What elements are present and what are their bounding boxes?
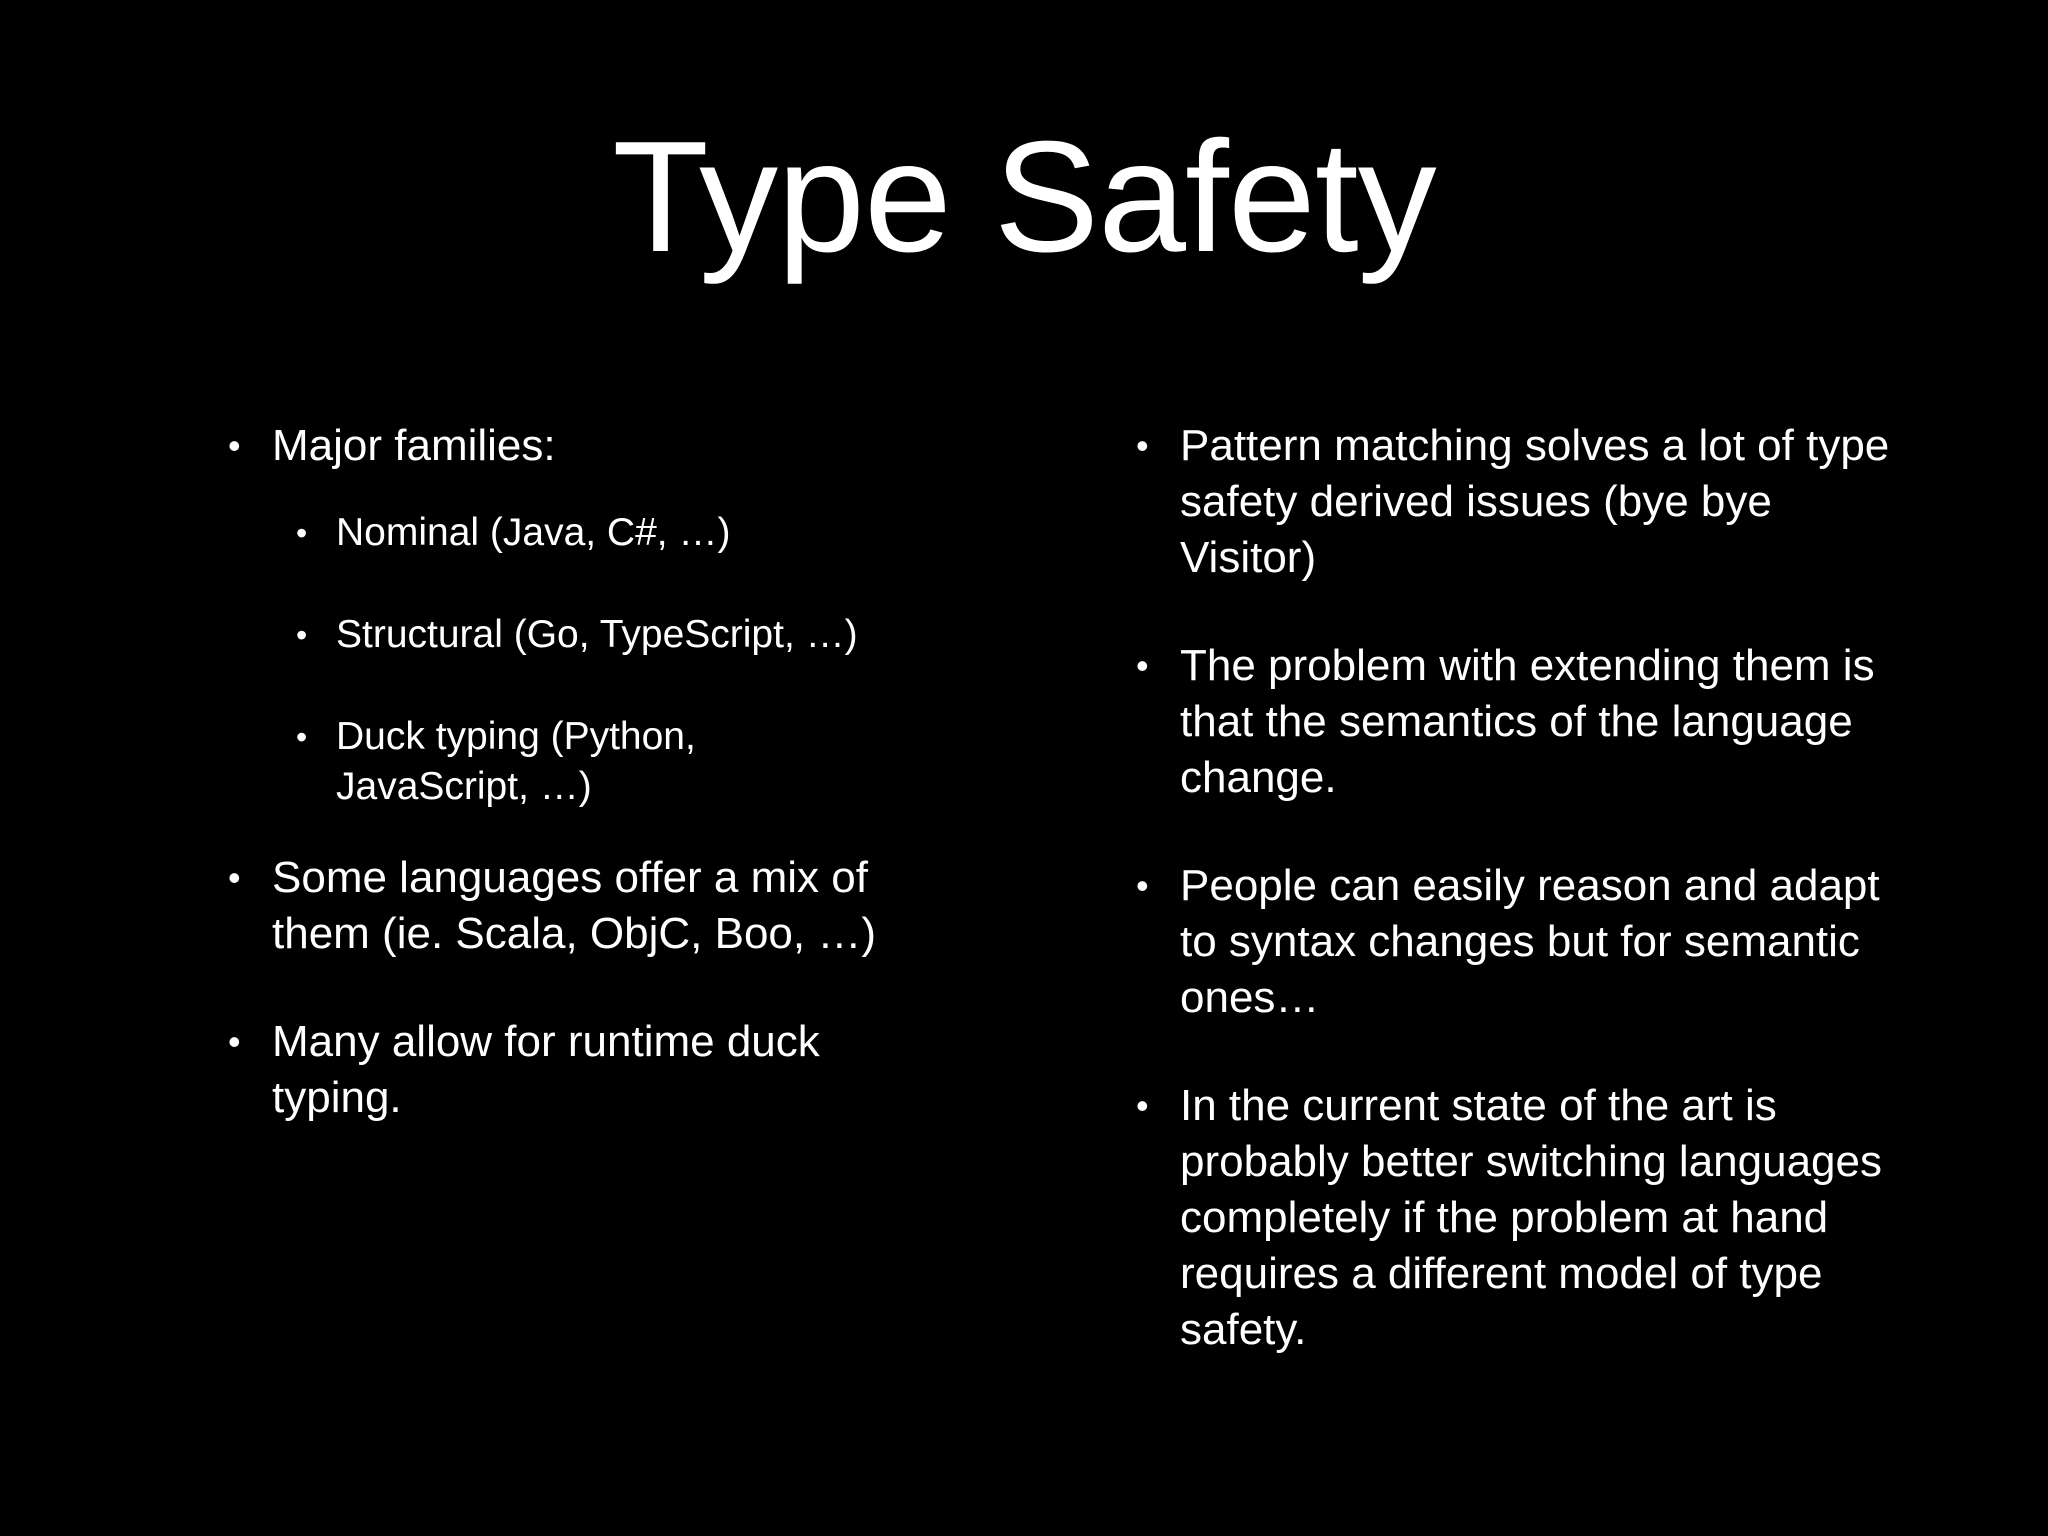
bullet-dot-icon: • [228,1021,241,1062]
bullet-text: Many allow for runtime duck typing. [272,1017,820,1122]
sub-bullet-text: Duck typing (Python, JavaScript, …) [336,715,696,808]
sub-bullet-list [228,508,988,812]
sub-bullet-text: Structural (Go, TypeScript, …) [336,613,858,656]
bullet-dot-icon: • [1136,645,1149,686]
bullet-text: The problem with extending them is that the semantics of the language change. [1180,641,1875,802]
bullet-text: In the current state of the art is probably better switching languages completely if the problem at hand requires a different model of type safety. [1180,1081,1883,1354]
bullet-dot-icon: • [228,857,241,898]
sub-bullet-dot-icon: • [296,515,308,551]
bullet-dot-icon: • [1136,865,1149,906]
bullet-item [1136,1078,1900,1358]
left-bullet-list [228,418,988,1126]
bullet-text: Some languages offer a mix of them (ie. Scala, ObjC, Boo, …) [272,853,876,958]
right-column [1136,418,1916,1410]
bullet-text: Pattern matching solves a lot of type safety derived issues (bye bye Visitor) [1180,421,1890,582]
bullet-text: People can easily reason and adapt to syntax changes but for semantic ones… [1180,861,1880,1022]
right-bullet-list [1136,418,1916,1358]
slide-title: Type Safety [612,109,1436,285]
sub-bullet-item [228,610,988,660]
bullet-item [1136,858,1920,1026]
bullet-dot-icon: • [228,425,241,466]
sub-bullet-dot-icon: • [296,617,308,653]
sub-bullet-item [228,508,988,558]
bullet-item [228,418,988,812]
sub-bullet-item [228,712,896,812]
sub-bullet-dot-icon: • [296,719,308,755]
bullet-item [228,1014,892,1126]
bullet-text: Major families: [272,421,556,470]
bullet-dot-icon: • [1136,1085,1149,1126]
bullet-dot-icon: • [1136,425,1149,466]
bullet-item [228,850,922,962]
left-column [228,418,988,1178]
bullet-item [1136,418,1900,586]
bullet-item [1136,638,1960,806]
sub-bullet-text: Nominal (Java, C#, …) [336,511,731,554]
